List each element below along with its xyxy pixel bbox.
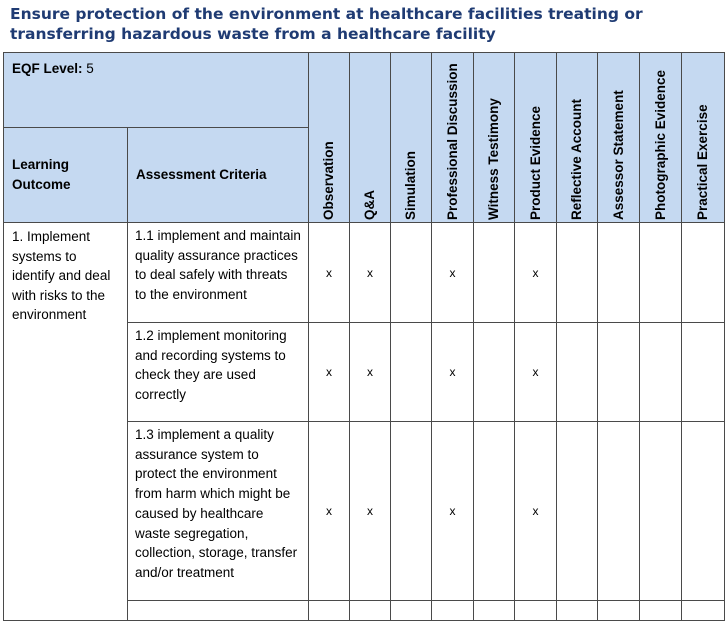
mark-cell: x	[350, 323, 391, 422]
mark-cell	[682, 323, 725, 422]
mark-cell: x	[309, 223, 350, 323]
empty-cell	[309, 601, 350, 621]
mark-cell: x	[309, 422, 350, 601]
mark-cell: x	[309, 323, 350, 422]
mark-cell	[598, 223, 640, 323]
mark-cell	[557, 223, 598, 323]
mark-cell: x	[432, 422, 474, 601]
mark-cell	[391, 422, 432, 601]
mark-cell	[474, 422, 515, 601]
method-header-simulation: Simulation	[391, 53, 432, 223]
method-header-witness-testimony: Witness Testimony	[474, 53, 515, 223]
method-header-observation: Observation	[309, 53, 350, 223]
assessment-table	[3, 52, 725, 621]
mark-cell: x	[515, 422, 557, 601]
mark-cell	[598, 323, 640, 422]
mark-cell	[557, 323, 598, 422]
mark-cell: x	[350, 422, 391, 601]
empty-cell	[598, 601, 640, 621]
mark-cell	[391, 323, 432, 422]
method-header-reflective-account: Reflective Account	[557, 53, 598, 223]
mark-cell	[474, 323, 515, 422]
criteria-cell: 1.2 implement monitoring and recording systems to check they are used correctly	[128, 323, 309, 422]
mark-cell: x	[515, 323, 557, 422]
empty-cell	[391, 601, 432, 621]
mark-cell	[598, 422, 640, 601]
mark-cell	[557, 422, 598, 601]
method-header-photographic-evidence: Photographic Evidence	[640, 53, 682, 223]
empty-cell	[350, 601, 391, 621]
mark-cell: x	[432, 223, 474, 323]
method-header-assessor-statement: Assessor Statement	[598, 53, 640, 223]
page-title: Ensure protection of the environment at healthcare facilities treating or transferring hazardous waste from a healthcare facility	[10, 5, 643, 43]
empty-cell	[557, 601, 598, 621]
eqf-level-cell	[4, 53, 309, 128]
criteria-cell: 1.1 implement and maintain quality assurance practices to deal safely with threats to the environment	[128, 223, 309, 323]
mark-cell	[640, 422, 682, 601]
mark-cell: x	[432, 323, 474, 422]
criteria-cell: 1.3 implement a quality assurance system to protect the environment from harm which might be caused by healthcare waste segregation, collection, storage, transfer and/or treatment	[128, 422, 309, 601]
learning-outcome-header: Learning Outcome	[4, 128, 128, 223]
mark-cell	[640, 223, 682, 323]
assessment-criteria-header: Assessment Criteria	[128, 128, 309, 223]
empty-cell	[432, 601, 474, 621]
empty-cell	[515, 601, 557, 621]
method-header-professional-discussion: Professional Discussion	[432, 53, 474, 223]
table-row	[4, 223, 725, 323]
empty-cell	[640, 601, 682, 621]
mark-cell: x	[350, 223, 391, 323]
eqf-level-label: EQF Level:	[12, 61, 83, 76]
mark-cell: x	[515, 223, 557, 323]
learning-outcome-cell: 1. Implement systems to identify and deal with risks to the environment	[4, 223, 128, 621]
mark-cell	[682, 223, 725, 323]
empty-cell	[128, 601, 309, 621]
method-header-practical-exercise: Practical Exercise	[682, 53, 725, 223]
mark-cell	[474, 223, 515, 323]
mark-cell	[391, 223, 432, 323]
method-header-product-evidence: Product Evidence	[515, 53, 557, 223]
mark-cell	[640, 323, 682, 422]
empty-cell	[682, 601, 725, 621]
method-header-qa: Q&A	[350, 53, 391, 223]
empty-cell	[474, 601, 515, 621]
mark-cell	[682, 422, 725, 601]
eqf-level-value: 5	[86, 61, 94, 76]
